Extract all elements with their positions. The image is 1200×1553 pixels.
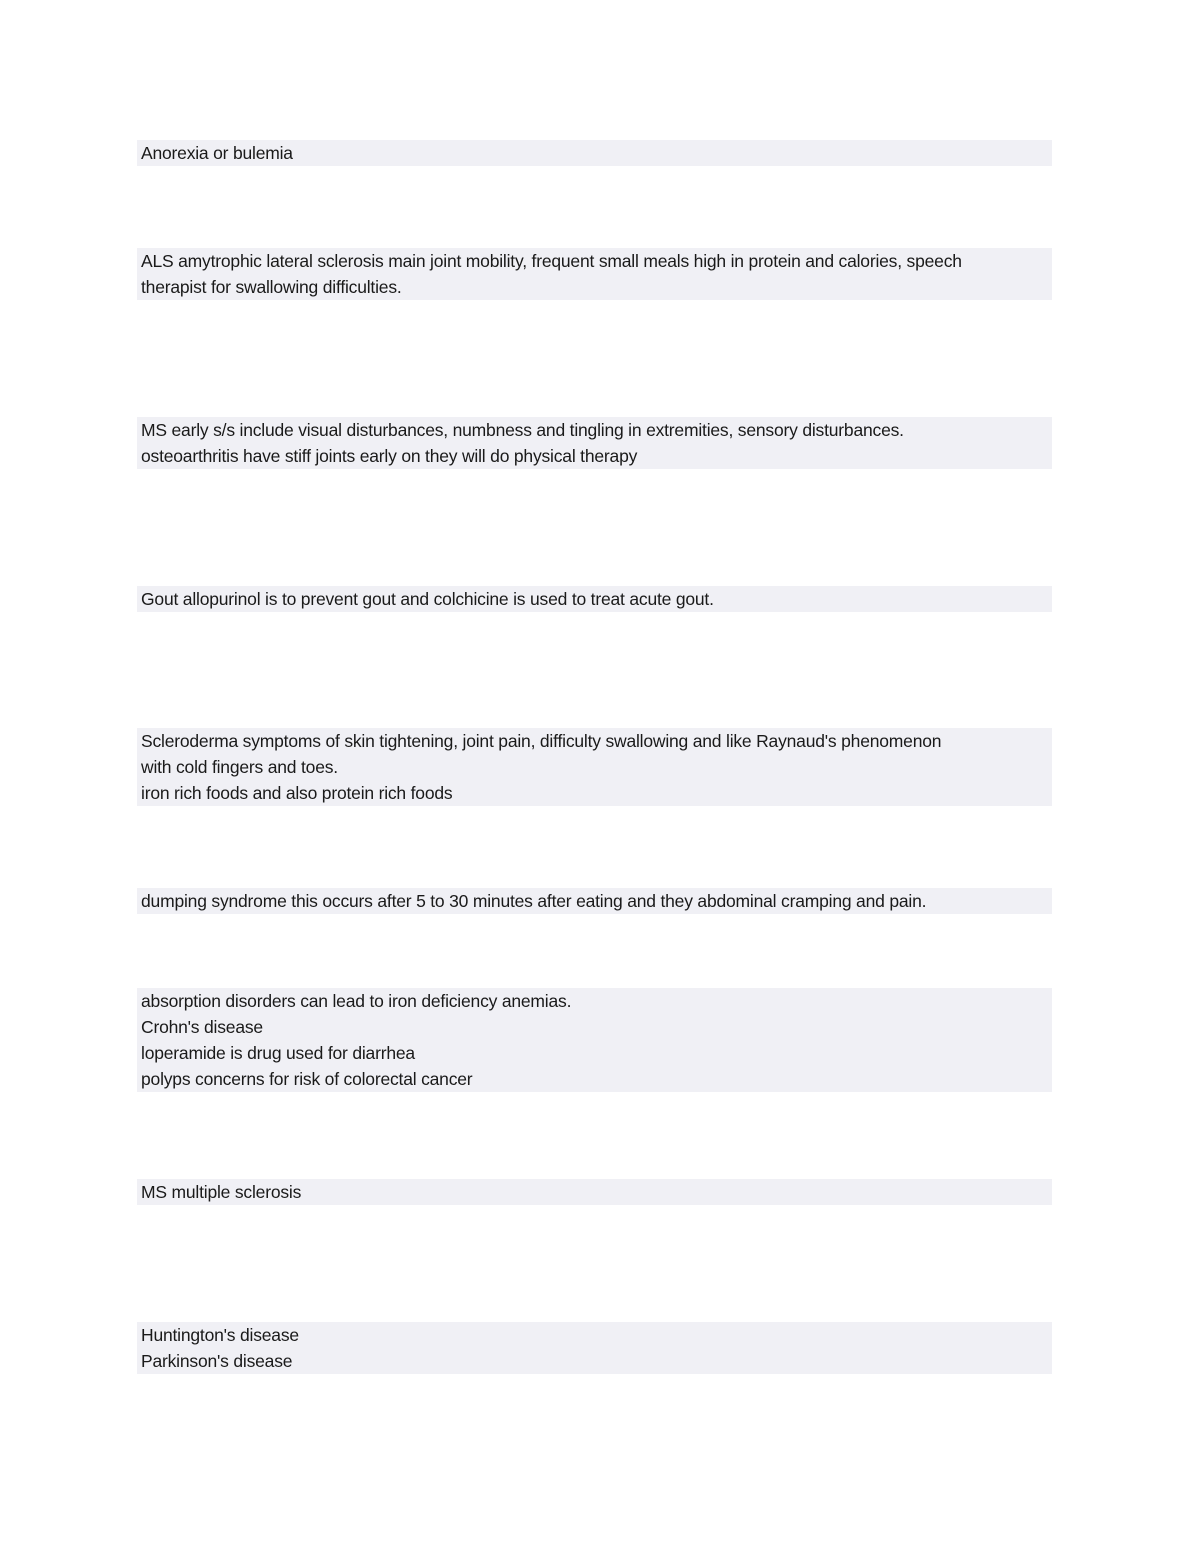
note-line: osteoarthritis have stiff joints early on they will do physical therapy <box>141 446 638 466</box>
note-ms-early <box>137 417 1052 469</box>
note-line: Scleroderma symptoms of skin tightening, joint pain, difficulty swallowing and like Raynaud's phenomenon <box>141 731 942 751</box>
note-line: Anorexia or bulemia <box>141 143 293 163</box>
note-scleroderma <box>137 728 1052 806</box>
note-anorexia <box>137 140 1052 166</box>
note-line: Huntington's disease <box>141 1325 299 1345</box>
note-line: therapist for swallowing difficulties. <box>141 277 402 297</box>
note-dumping-syndrome <box>137 888 1052 914</box>
note-line: ALS amytrophic lateral sclerosis main joint mobility, frequent small meals high in protein and calories, speech <box>141 251 962 271</box>
note-line: absorption disorders can lead to iron deficiency anemias. <box>141 991 572 1011</box>
note-line: MS early s/s include visual disturbances, numbness and tingling in extremities, sensory disturbances. <box>141 420 904 440</box>
note-ms-multiple-sclerosis <box>137 1179 1052 1205</box>
note-line: polyps concerns for risk of colorectal cancer <box>141 1069 473 1089</box>
note-line: dumping syndrome this occurs after 5 to 30 minutes after eating and they abdominal cramping and pain. <box>141 891 927 911</box>
note-line: loperamide is drug used for diarrhea <box>141 1043 415 1063</box>
note-huntington-parkinson <box>137 1322 1052 1374</box>
note-line: MS multiple sclerosis <box>141 1182 302 1202</box>
note-line: with cold fingers and toes. <box>141 757 338 777</box>
note-line: Gout allopurinol is to prevent gout and colchicine is used to treat acute gout. <box>141 589 714 609</box>
note-als <box>137 248 1052 300</box>
note-absorption-disorders <box>137 988 1052 1092</box>
note-line: iron rich foods and also protein rich foods <box>141 783 453 803</box>
note-line: Parkinson's disease <box>141 1351 293 1371</box>
note-line: Crohn's disease <box>141 1017 263 1037</box>
note-gout <box>137 586 1052 612</box>
